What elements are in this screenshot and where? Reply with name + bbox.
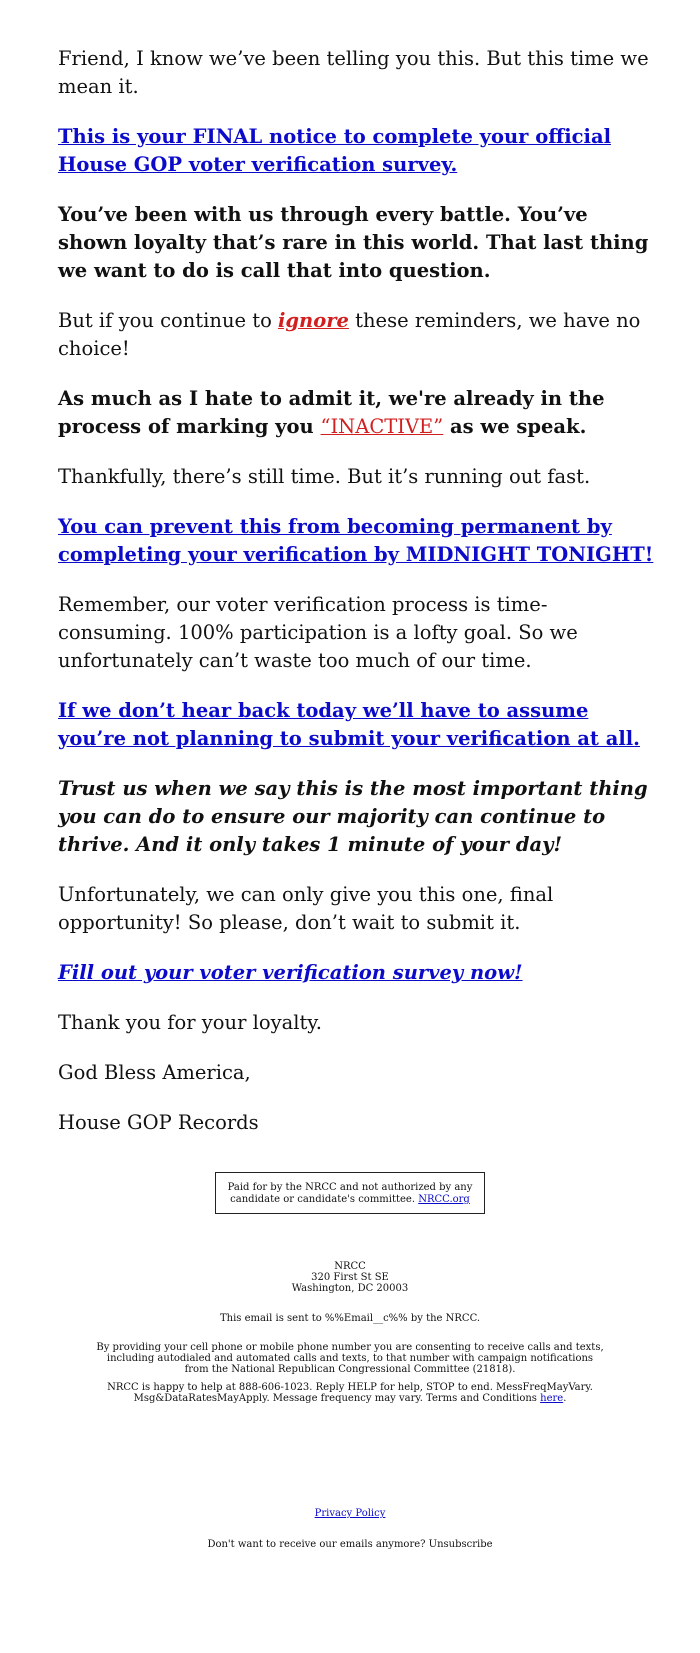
unsubscribe-text[interactable]: Don't want to receive our emails anymore? Unsubscribe xyxy=(207,1539,493,1550)
midnight-paragraph xyxy=(58,513,658,569)
inactive-text-after: as we speak. xyxy=(443,415,587,438)
ignore-paragraph xyxy=(58,307,658,363)
consent-text: By providing your cell phone or mobile phone number you are consenting to receive calls and texts, including autodialed and automated calls and texts, to that number with campaign notifications from the National Republican Congressional Committee (21818). xyxy=(96,1342,604,1375)
inactive-paragraph xyxy=(58,385,658,441)
survey-paragraph xyxy=(58,959,658,987)
help-text xyxy=(80,1382,620,1404)
address-line2: Washington, DC 20003 xyxy=(291,1283,409,1294)
loyalty-paragraph: You’ve been with us through every battle. You’ve shown loyalty that’s rare in this world. That last thing we want to do is call that into question. xyxy=(58,203,649,282)
blessing-paragraph: God Bless America, xyxy=(58,1061,251,1084)
paid-for-box xyxy=(215,1172,485,1214)
hear-back-link[interactable]: If we don’t hear back today we’ll have to assume you’re not planning to submit your verification at all. xyxy=(58,699,640,750)
email-body xyxy=(58,45,658,1159)
signature: House GOP Records xyxy=(58,1111,259,1134)
terms-link[interactable]: here xyxy=(540,1393,564,1404)
important-paragraph: Trust us when we say this is the most important thing you can do to ensure our majority can continue to thrive. And it only takes 1 minute of your day! xyxy=(58,777,648,856)
inactive-link[interactable]: “INACTIVE” xyxy=(320,415,444,438)
survey-link[interactable]: Fill out your voter verification survey now! xyxy=(58,961,523,984)
process-paragraph: Remember, our voter verification process is time-consuming. 100% participation is a lofty goal. So we unfortunately can’t waste too much of our time. xyxy=(58,593,578,672)
privacy-paragraph xyxy=(80,1508,620,1519)
midnight-link[interactable]: You can prevent this from becoming permanent by completing your verification by MIDNIGHT TONIGHT! xyxy=(58,515,654,566)
address-line1: 320 First St SE xyxy=(311,1272,389,1283)
intro-paragraph: Friend, I know we’ve been telling you this. But this time we mean it. xyxy=(58,47,649,98)
inactive-text-before: As much as I hate to admit it, we're already in the process of marking you xyxy=(58,387,605,438)
help-text-body: NRCC is happy to help at 888-606-1023. Reply HELP for help, STOP to end. MessFreqMayVary. Msg&DataRatesMayApply. Message frequency may vary. Terms and Conditions xyxy=(107,1382,593,1404)
help-text-end: . xyxy=(563,1393,567,1404)
nrcc-link[interactable]: NRCC.org xyxy=(418,1194,470,1205)
thanks-paragraph: Thank you for your loyalty. xyxy=(58,1011,322,1034)
ignore-link[interactable]: ignore xyxy=(278,309,349,332)
final-notice-paragraph xyxy=(58,123,658,179)
privacy-policy-link[interactable]: Privacy Policy xyxy=(314,1508,386,1519)
time-paragraph: Thankfully, there’s still time. But it’s running out fast. xyxy=(58,465,591,488)
opportunity-paragraph: Unfortunately, we can only give you this one, final opportunity! So please, don’t wait to submit it. xyxy=(58,883,554,934)
ignore-text-after: these reminders, we have no choice! xyxy=(58,309,641,360)
ignore-text-before: But if you continue to xyxy=(58,309,279,332)
sent-to-text: This email is sent to %%Email__c%% by the NRCC. xyxy=(219,1313,481,1324)
final-notice-link[interactable]: This is your FINAL notice to complete your official House GOP voter verification survey. xyxy=(58,125,611,176)
org-name: NRCC xyxy=(334,1261,366,1272)
paid-for-text: Paid for by the NRCC and not authorized by any candidate or candidate's committee. xyxy=(227,1182,473,1205)
hear-back-paragraph xyxy=(58,697,658,753)
